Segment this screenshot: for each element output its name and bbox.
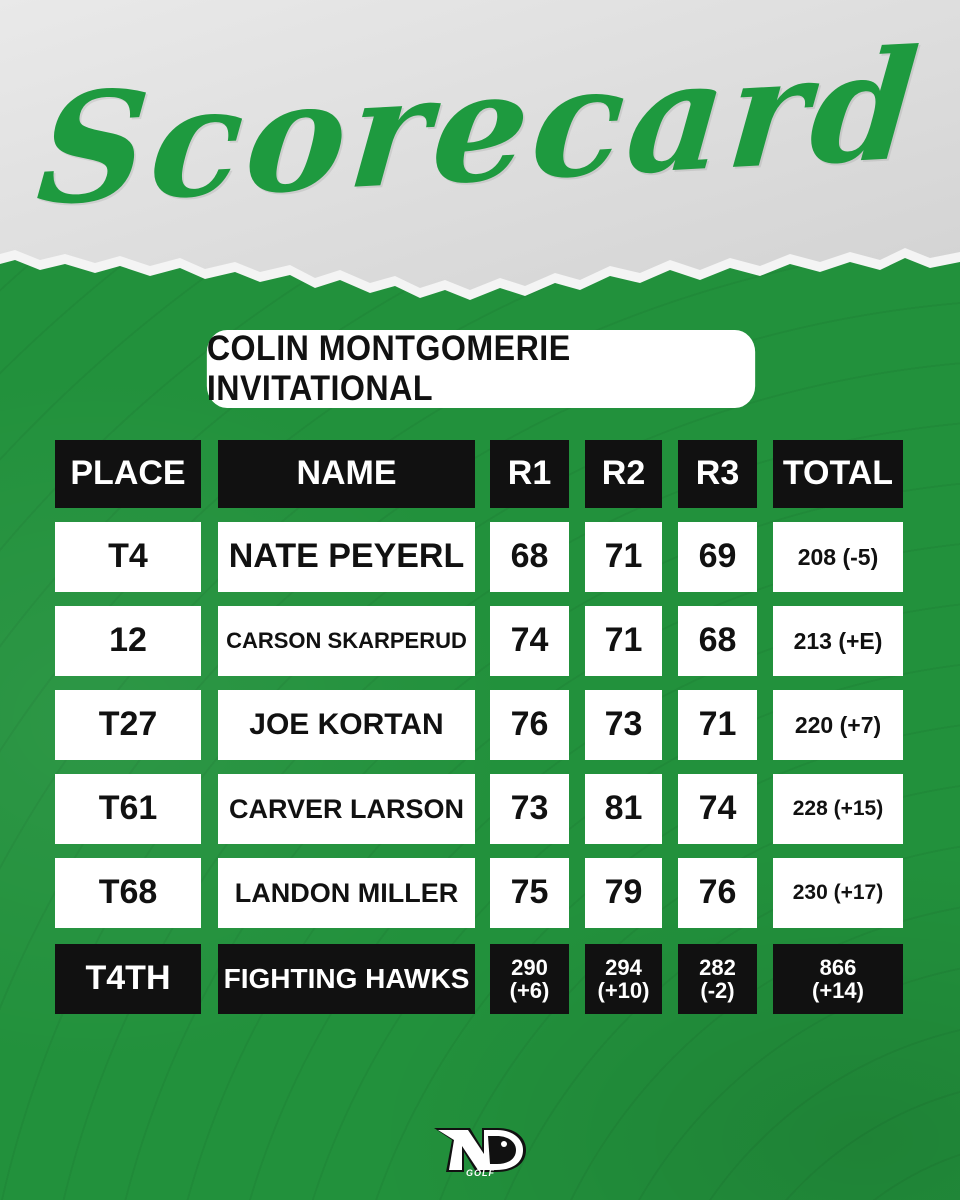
place-cell: T4 [55,522,201,592]
round3-score-cell: 74 [678,774,757,844]
column-header-place: PLACE [55,440,201,508]
team-total-cell [773,944,903,1014]
column-header-r1: R1 [490,440,569,508]
round1-score-cell: 76 [490,690,569,760]
round2-score-cell: 71 [585,522,662,592]
column-header-r3: R3 [678,440,757,508]
round3-score-cell: 68 [678,606,757,676]
column-header-name: NAME [218,440,475,508]
team-round3-cell [678,944,757,1014]
total-score-cell: 228 (+15) [773,774,903,844]
team-total-relative: (+14) [812,978,864,1003]
torn-paper-header [0,0,960,300]
team-round3-score: 282 [699,954,736,980]
round2-score-cell: 71 [585,606,662,676]
round1-score-cell: 74 [490,606,569,676]
round1-score-cell: 68 [490,522,569,592]
logo-golf-label: GOLF [466,1168,495,1178]
team-round1-score: 290 [511,954,548,980]
team-round2-cell [585,944,662,1014]
team-round2-score: 294 [605,954,642,980]
column-header-total: TOTAL [773,440,903,508]
total-score-cell: 230 (+17) [773,858,903,928]
total-score-cell: 220 (+7) [773,690,903,760]
player-name-cell: CARSON SKARPERUD [218,606,475,676]
column-header-r2: R2 [585,440,662,508]
player-name-cell: LANDON MILLER [218,858,475,928]
round3-score-cell: 76 [678,858,757,928]
player-name-cell: JOE KORTAN [218,690,475,760]
team-round1-relative: (+6) [509,978,550,1003]
team-round2-relative: (+10) [597,978,650,1003]
round2-score-cell: 79 [585,858,662,928]
round3-score-cell: 71 [678,690,757,760]
round3-score-cell: 69 [678,522,757,592]
event-name-banner: COLIN MONTGOMERIE INVITATIONAL [207,330,755,408]
place-cell: 12 [55,606,201,676]
total-score-cell: 213 (+E) [773,606,903,676]
scorecard-title: Scorecard [31,16,929,240]
team-round3-relative: (-2) [700,978,735,1003]
player-name-cell: NATE PEYERL [218,522,475,592]
team-name-cell: FIGHTING HAWKS [218,944,475,1014]
total-score-cell: 208 (-5) [773,522,903,592]
team-round1-cell [490,944,569,1014]
player-name-cell: CARVER LARSON [218,774,475,844]
team-total-score: 866 [819,954,857,980]
place-cell: T68 [55,858,201,928]
round1-score-cell: 75 [490,858,569,928]
round1-score-cell: 73 [490,774,569,844]
place-cell: T27 [55,690,201,760]
round2-score-cell: 81 [585,774,662,844]
place-cell: T61 [55,774,201,844]
round2-score-cell: 73 [585,690,662,760]
team-place-cell: T4TH [55,944,201,1014]
